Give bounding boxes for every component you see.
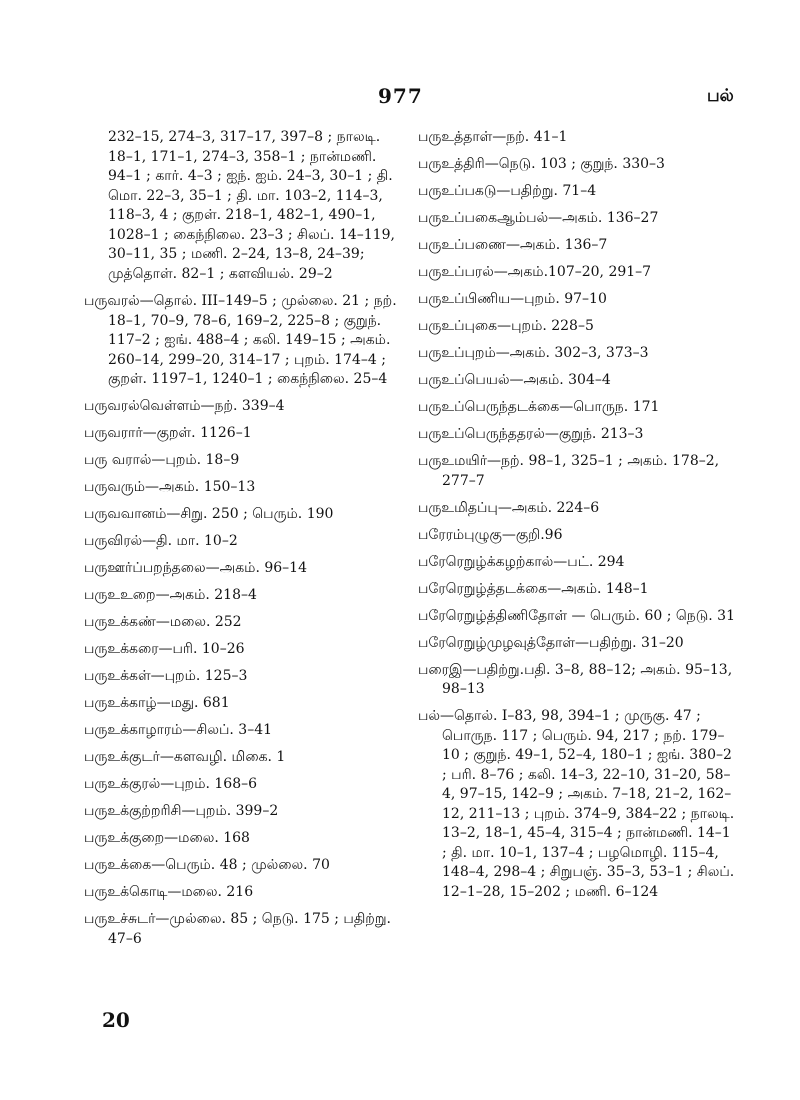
index-entry: பருவரல்—தொல். III–149–5 ; முல்லை. 21 ; நற். 18–1, 70–9, 78–6, 169–2, 225–8 ; குறுந். 117–2 ; ஐங். 488–4 ; கலி. 149–15 ; அகம். 260–14, 299–20, 314–17 ; புறம். 174–4 ; குறள். 1197–1, 1240–1 ; கைந்நிலை. 25–4 [84,293,397,387]
index-entry: பருஉப்பெருந்ததரல்—குறுந். 213–3 [418,426,644,442]
index-entry: பருவரல்வெள்ளம்—நற். 339–4 [84,398,285,414]
index-entry: பருவரும்—அகம். 150–13 [84,479,256,495]
index-entry: பருஉஉறை—அகம். 218–4 [84,587,257,603]
index-entry: பருஉக்காழ்—மது. 681 [84,695,230,711]
index-entry: பருஉப்பகைஆம்பல்—அகம். 136–27 [418,210,659,226]
index-entry: பருஉக்குற்றரிசி—புறம். 399–2 [84,803,279,819]
index-entry: பருஉத்திரி—நெடு. 103 ; குறுந். 330–3 [418,156,665,172]
index-entry: பருஉக்குரல்—புறம். 168–6 [84,776,258,792]
left-column [84,128,400,957]
index-entry: பருஉக்கை—பெரும். 48 ; முல்லை. 70 [84,857,330,873]
index-entry: பருஉப்பிணிய—புறம். 97–10 [418,291,607,307]
index-entry: பருஉக்கொடி—மலை. 216 [84,884,254,900]
index-entry: பருஉத்தாள்—நற். 41–1 [418,129,568,145]
index-entry: பரேரெறுழ்முழவுத்தோள்—பதிற்று. 31–20 [418,634,684,651]
index-entry: பரு வரால்—புறம். 18–9 [84,452,240,468]
index-entry: பரேரம்புழுகு—குறி.96 [418,526,563,543]
index-entry: பருவரார்—குறள். 1126–1 [84,425,252,441]
index-entry: பருஉக்காழாரம்—சிலப். 3–41 [84,722,273,738]
index-entry: பருஉக்கள்—புறம். 125–3 [84,668,248,684]
index-entry: பருஉக்குறை—மலை. 168 [84,830,250,846]
index-entry: பருஉப்பெயல்—அகம். 304–4 [418,372,611,388]
header-guide-word: பல் [707,86,734,106]
page-number: 977 [378,84,423,108]
index-entry: பருஉமிதப்பு—அகம். 224–6 [418,499,600,516]
index-entry: பருஉப்பரல்—அகம்.107–20, 291–7 [418,264,652,280]
index-entry: பருஉப்பகடு—பதிற்று. 71–4 [418,183,597,199]
index-entry: பரேரெறுழ்த்திணிதோள் — பெரும். 60 ; நெடு. 31 [418,607,735,624]
index-entry: பருஉமயிர்—நற். 98–1, 325–1 ; அகம். 178–2, 277–7 [418,453,720,489]
index-entry: பருஉப்பெருந்தடக்கை—பொருந. 171 [418,399,660,415]
index-entry: பருஉக்குடர்—களவழி. மிகை. 1 [84,749,286,765]
index-entry: பருஉச்சுடர்—முல்லை. 85 ; நெடு. 175 ; பதிற்று. 47–6 [84,911,391,947]
index-entry: பல்—தொல். I–83, 98, 394–1 ; முருகு. 47 ; பொருந. 117 ; பெரும். 94, 217 ; நற். 179–10 ; குறுந். 49–1, 52–4, 180–1 ; ஐங். 380–2 ; பரி. 8–76 ; கலி. 14–3, 22–10, 31–20, 58–4, 97–15, 142–9 ; அகம். 7–18, 21–2, 162–12, 211–13 ; புறம். 374–9, 384–22 ; நாலடி. 13–2, 18–1, 45–4, 315–4 ; நான்மணி. 14–1 ; தி. மா. 10–1, 137–4 ; பழமொழி. 115–4, 148–4, 298–4 ; சிறுபஞ். 35–3, 53–1 ; சிலப். 12–1–28, 15–202 ; மணி. 6–124 [418,708,735,900]
right-column [418,128,736,910]
entry-continuation: 232–15, 274–3, 317–17, 397–8 ; நாலடி. 18–1, 171–1, 274–3, 358–1 ; நான்மணி. 94–1 ; கார். 4–3 ; ஐந். ஐம். 24–3, 30–1 ; தி. மொ. 22–3, 35–1 ; தி. மா. 103–2, 114–3, 118–3, 4 ; குறள். 218–1, 482–1, 490–1, 1028–1 ; கைந்நிலை. 23–3 ; சிலப். 14–119, 30–11, 35 ; மணி. 2–24, 13–8, 24–39; முத்தொள். 82–1 ; களவியல். 29–2 [108,129,395,282]
index-entry: பருஉப்புகை—புறம். 228–5 [418,318,594,334]
index-entry: பரைஇ—பதிற்று.பதி. 3–8, 88–12; அகம். 95–13, 98–13 [418,661,733,697]
index-entry: பருவவானம்—சிறு. 250 ; பெரும். 190 [84,506,334,522]
index-entry: பருஉக்கண்—மலை. 252 [84,614,242,630]
index-entry: பரேரெறுழ்த்தடக்கை—அகம். 148–1 [418,580,649,597]
index-entry: பரேரெறுழ்க்கழற்கால்—பட். 294 [418,553,625,570]
index-entry: பருஉப்பணை—அகம். 136–7 [418,237,608,253]
index-entry: பருஊர்ப்பறந்தலை—அகம். 96–14 [84,560,307,576]
index-entry: பருஉக்கரை—பரி. 10–26 [84,641,245,657]
index-entry: பருவிரல்—தி. மா. 10–2 [84,533,238,549]
index-entry: பருஉப்புறம்—அகம். 302–3, 373–3 [418,345,649,361]
signature-number: 20 [102,1008,130,1032]
